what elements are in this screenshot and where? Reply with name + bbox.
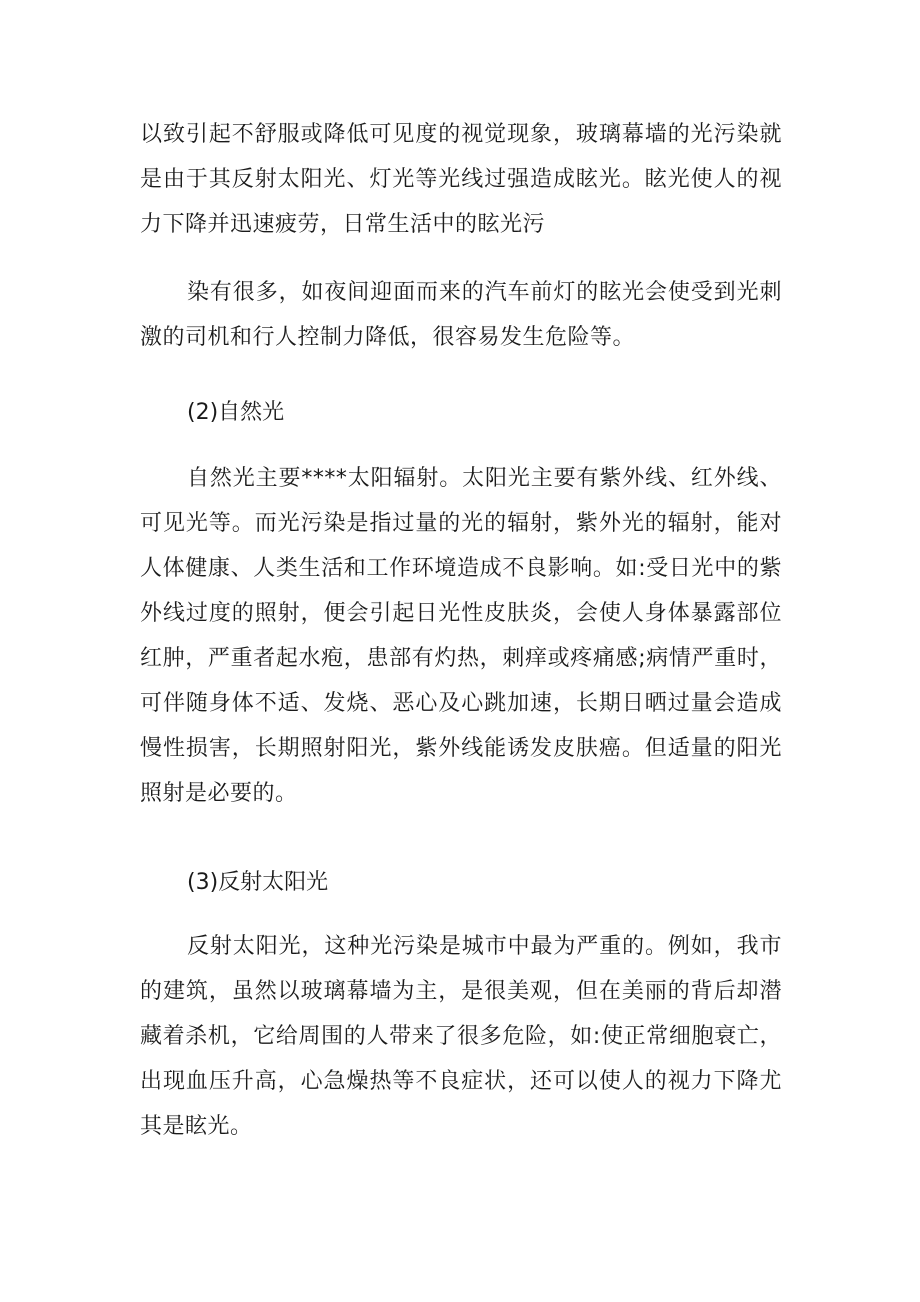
paragraph-reflected-sunlight: 反射太阳光，这种光污染是城市中最为严重的。例如，我市的建筑，虽然以玻璃幕墙为主，是很美观，但在美丽的背后却潜藏着杀机，它给周围的人带来了很多危险，如:使正常细胞衰亡，出现血压升高，心急燥热等不良症状，还可以使人的视力下降尤其是眩光。 bbox=[140, 934, 782, 1139]
paragraph-natural-light: 自然光主要****太阳辐射。太阳光主要有紫外线、红外线、可见光等。而光污染是指过量的光的辐射，紫外光的辐射，能对人体健康、人类生活和工作环境造成不良影响。如:受日光中的紫外线过度的照射，便会引起日光性皮肤炎，会使人身体暴露部位红肿，严重者起水疱，患部有灼热，刺痒或疼痛感;病情严重时，可伴随身体不适、发烧、恶心及心跳加速，长期日晒过量会造成慢性损害，长期照射阳光，紫外线能诱发皮肤癌。但适量的阳光照射是必要的。 bbox=[140, 466, 782, 806]
paragraph-glare-examples: 染有很多，如夜间迎面而来的汽车前灯的眩光会使受到光刺激的司机和行人控制力降低，很容易发生危险等。 bbox=[140, 280, 782, 350]
paragraph-glare-continuation: 以致引起不舒服或降低可见度的视觉现象，玻璃幕墙的光污染就是由于其反射太阳光、灯光等光线过强造成眩光。眩光使人的视力下降并迅速疲劳，日常生活中的眩光污 bbox=[140, 122, 782, 237]
section-heading-natural-light: (2)自然光 bbox=[187, 400, 285, 425]
section-heading-reflected-sunlight: (3)反射太阳光 bbox=[187, 870, 329, 895]
